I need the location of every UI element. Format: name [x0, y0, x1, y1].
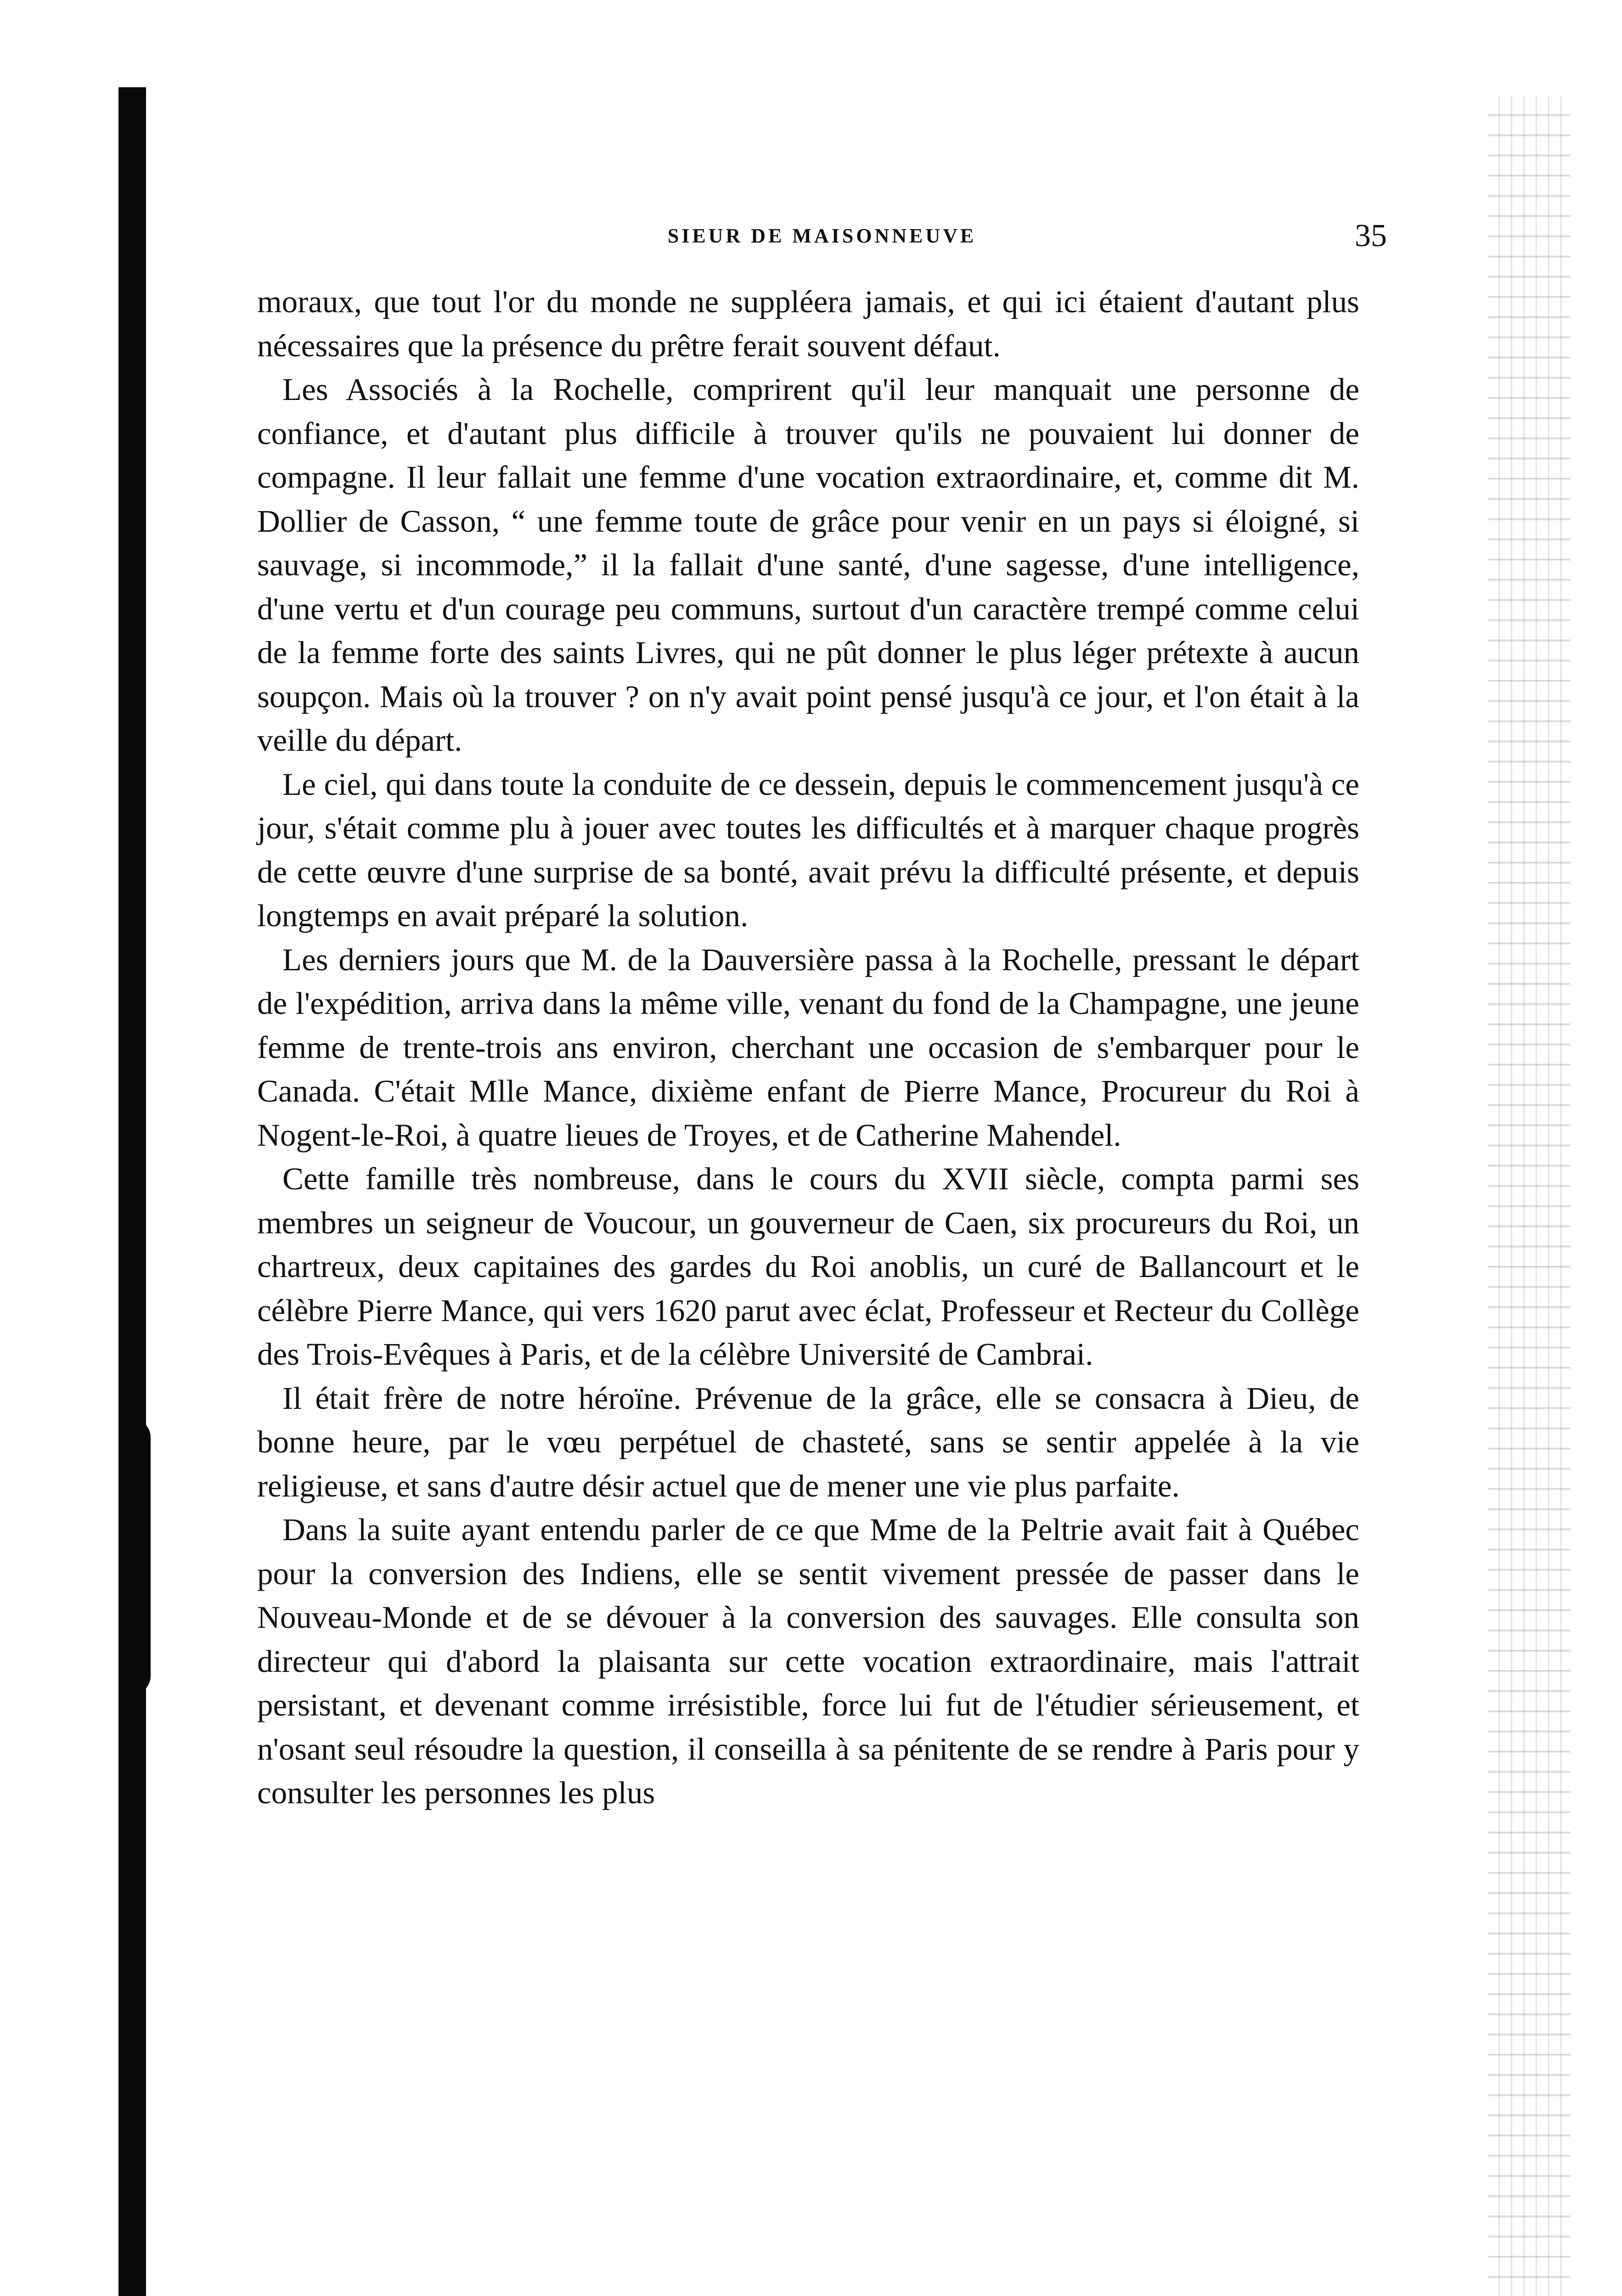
running-title: SIEUR DE MAISONNEUVE: [667, 225, 977, 247]
book-binding-shadow: [118, 87, 146, 2296]
body-text: [257, 280, 1359, 1815]
paragraph: Dans la suite ayant entendu parler de ce que Mme de la Peltrie avait fait à Québec pour la conversion des Indiens, elle se sentit vivement pressée de passer dans le Nouveau-Monde et de se dévouer à la conversion des sauvages. Elle consulta son directeur qui d'abord la plaisanta sur cette vocation extraordinaire, mais l'attrait persistant, et devenant comme irrésistible, force lui fut de l'étudier sérieusement, et n'osant seul résoudre la question, il conseilla à sa pénitente de se rendre à Paris pour y consulter les personnes les plus: [257, 1512, 1359, 1810]
page-number: 35: [1355, 218, 1387, 253]
paragraph: Il était frère de notre héroïne. Prévenue de la grâce, elle se consacra à Dieu, de bonne heure, par le vœu perpétuel de chasteté, sans se sentir appelée à la vie religieuse, et sans d'autre désir actuel que de mener une vie plus parfaite.: [257, 1380, 1359, 1503]
paragraph: Les Associés à la Rochelle, comprirent qu'il leur manquait une personne de confiance, et d'autant plus difficile à trouver qu'ils ne pouvaient lui donner de compagne. Il leur fallait une femme d'une vocation extraordinaire, et, comme dit M. Dollier de Casson, “ une femme toute de grâce pour venir en un pays si éloigné, si sauvage, si incommode,” il la fallait d'une santé, d'une sagesse, d'une intelligence, d'une vertu et d'un courage peu communs, surtout d'un caractère trempé comme celui de la femme forte des saints Livres, qui ne pût donner le plus léger prétexte à aucun soupçon. Mais où la trouver ? on n'y avait point pensé jusqu'à ce jour, et l'on était à la veille du départ.: [257, 372, 1359, 758]
running-header: [257, 216, 1387, 257]
paragraph: Cette famille très nombreuse, dans le cours du XVII siècle, compta parmi ses membres un seigneur de Voucour, un gouverneur de Caen, six procureurs du Roi, un chartreux, deux capitaines des gardes du Roi anoblis, un curé de Ballancourt et le célèbre Pierre Mance, qui vers 1620 parut avec éclat, Professeur et Recteur du Collège des Trois-Evêques à Paris, et de la célèbre Université de Cambrai.: [257, 1161, 1359, 1372]
paragraph: Le ciel, qui dans toute la conduite de ce dessein, depuis le commencement jusqu'à ce jour, s'était comme plu à jouer avec toutes les difficultés et à marquer chaque progrès de cette œuvre d'une surprise de sa bonté, avait prévu la difficulté présente, et depuis longtemps en avait préparé la solution.: [257, 766, 1359, 933]
paragraph: Les derniers jours que M. de la Dauversière passa à la Rochelle, pressant le départ de l'expédition, arriva dans la même ville, venant du fond de la Champagne, une jeune femme de trente-trois ans environ, cherchant une occasion de s'embarquer pour le Canada. C'était Mlle Mance, dixième enfant de Pierre Mance, Procureur du Roi à Nogent-le-Roi, à quatre lieues de Troyes, et de Catherine Mahendel.: [257, 942, 1359, 1153]
margin-scan-noise: [1488, 96, 1571, 2296]
paragraph: moraux, que tout l'or du monde ne suppléera jamais, et qui ici étaient d'autant plus nécessaires que la présence du prêtre ferait souvent défaut.: [257, 284, 1359, 363]
